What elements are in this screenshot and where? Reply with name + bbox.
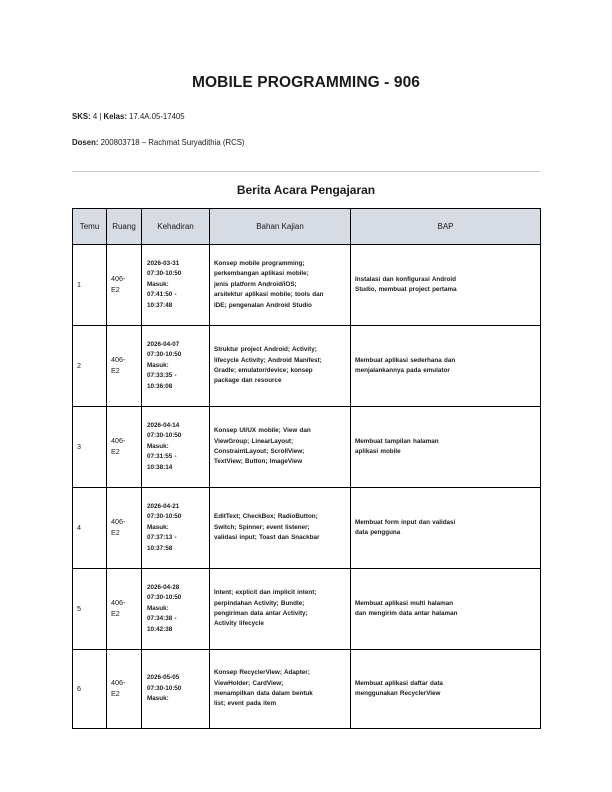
bap-cell bbox=[351, 488, 541, 569]
bahan-kajian-cell-line: IDE; pengenalan Android Studio bbox=[214, 301, 312, 309]
kehadiran-cell-line: 07:30-10:50 bbox=[147, 594, 182, 602]
kehadiran-cell-line: Masuk: bbox=[147, 695, 169, 703]
sks-value: 4 bbox=[92, 112, 98, 121]
table-body bbox=[73, 245, 541, 729]
header-temu: Temu bbox=[73, 209, 107, 245]
bahan-kajian-cell-line: Switch; Spinner; event listener; bbox=[214, 523, 310, 531]
ruang-cell-line: 406- bbox=[111, 678, 126, 688]
table-row bbox=[73, 569, 541, 650]
kehadiran-cell-line: Masuk: bbox=[147, 523, 169, 531]
kehadiran-cell-line: 07:34:38 - bbox=[147, 615, 177, 623]
bahan-kajian-cell-line: menampilkan data dalam bentuk bbox=[214, 690, 313, 697]
bahan-kajian-cell-line: ViewHolder; CardView; bbox=[214, 679, 284, 687]
kehadiran-cell-line: 07:41:50 - bbox=[147, 291, 177, 299]
header-ruang: Ruang bbox=[107, 209, 142, 245]
bahan-kajian-cell-line: Intent; explicit dan implicit intent; bbox=[214, 589, 317, 597]
divider bbox=[72, 171, 540, 172]
bahan-kajian-cell bbox=[210, 326, 351, 407]
page-title: MOBILE PROGRAMMING - 906 bbox=[191, 74, 421, 91]
bahan-kajian-cell-line: Konsep mobile programming; bbox=[214, 260, 305, 268]
ruang-cell-line: 406- bbox=[111, 436, 126, 446]
kehadiran-cell-line: 07:33:35 - bbox=[147, 372, 177, 380]
kehadiran-cell-line: 07:31:55 - bbox=[147, 453, 177, 461]
temu-cell bbox=[73, 569, 107, 650]
kehadiran-cell bbox=[142, 569, 210, 650]
ruang-cell bbox=[107, 326, 142, 407]
table-row bbox=[73, 407, 541, 488]
kehadiran-cell bbox=[142, 326, 210, 407]
kehadiran-cell-line: 2026-04-07 bbox=[147, 341, 180, 349]
bahan-kajian-cell-line: perkembangan aplikasi mobile; bbox=[214, 270, 309, 278]
temu-cell bbox=[73, 326, 107, 407]
bahan-kajian-cell-line: Activity lifecycle bbox=[214, 620, 264, 628]
bahan-kajian-cell-line: Gradle; emulator/device; konsep bbox=[214, 367, 313, 374]
bap-cell-line: Membuat form input dan validasi bbox=[355, 518, 456, 526]
kehadiran-cell-line: 10:42:38 bbox=[147, 625, 173, 633]
table-row bbox=[73, 245, 541, 326]
temu-cell bbox=[73, 245, 107, 326]
kehadiran-cell bbox=[142, 650, 210, 729]
header-bap: BAP bbox=[351, 209, 541, 245]
header-bahan-kajian: Bahan Kajian bbox=[210, 209, 351, 245]
kehadiran-cell-line: 07:30-10:50 bbox=[147, 513, 182, 521]
kehadiran-cell bbox=[142, 407, 210, 488]
bahan-kajian-cell-line: arsitektur aplikasi mobile; tools dan bbox=[214, 291, 324, 299]
ruang-cell-line: E2 bbox=[111, 285, 120, 294]
bahan-kajian-cell-line: ViewGroup; LinearLayout; bbox=[214, 437, 294, 445]
kelas-value: 17.4A.05-17405 bbox=[129, 112, 185, 121]
kehadiran-cell-line: Masuk: bbox=[147, 361, 169, 369]
bahan-kajian-cell-line: TextView; Button; ImageView bbox=[214, 458, 303, 466]
temu-cell-line: 5 bbox=[77, 604, 81, 614]
temu-cell-line: 3 bbox=[77, 442, 81, 452]
kehadiran-cell bbox=[142, 245, 210, 326]
bahan-kajian-cell-line: pengiriman data antar Activity; bbox=[214, 610, 308, 617]
table-header-row bbox=[73, 209, 541, 245]
bahan-kajian-cell-line: EditText; CheckBox; RadioButton; bbox=[214, 513, 318, 521]
table-row bbox=[73, 488, 541, 569]
kehadiran-cell-line: 2026-05-05 bbox=[147, 674, 180, 682]
ruang-cell bbox=[107, 650, 142, 729]
bahan-kajian-cell-line: jenis platform Android/iOS; bbox=[214, 280, 297, 288]
bap-cell bbox=[351, 569, 541, 650]
bahan-kajian-cell-line: Konsep RecyclerView; Adapter; bbox=[214, 669, 310, 677]
bap-cell-line: menggunakan RecyclerView bbox=[355, 690, 441, 697]
ruang-cell bbox=[107, 407, 142, 488]
kehadiran-cell-line: 2026-04-14 bbox=[147, 422, 180, 430]
temu-cell bbox=[73, 650, 107, 729]
bahan-kajian-cell bbox=[210, 569, 351, 650]
kelas-label: Kelas: bbox=[103, 112, 127, 121]
ruang-cell-line: E2 bbox=[111, 366, 120, 375]
bap-cell-line: aplikasi mobile bbox=[355, 448, 401, 455]
section-title: Berita Acara Pengajaran bbox=[236, 183, 376, 197]
bap-cell-line: Membuat tampilan halaman bbox=[355, 437, 439, 445]
temu-cell-line: 6 bbox=[77, 684, 81, 694]
dosen-value: 200803718 – Rachmat Suryadithia (RCS) bbox=[100, 138, 245, 147]
kehadiran-cell-line: 07:37:13 - bbox=[147, 534, 177, 542]
bahan-kajian-cell-line: perpindahan Activity; Bundle; bbox=[214, 599, 305, 607]
ruang-cell-line: E2 bbox=[111, 689, 120, 698]
bahan-kajian-cell bbox=[210, 488, 351, 569]
ruang-cell-line: 406- bbox=[111, 598, 126, 608]
bahan-kajian-cell-line: validasi input; Toast dan Snackbar bbox=[214, 534, 320, 542]
bahan-kajian-cell-line: list; event pada item bbox=[214, 700, 277, 708]
sks-label: SKS: bbox=[72, 112, 91, 121]
ruang-cell-line: 406- bbox=[111, 274, 126, 284]
kehadiran-cell-line: Masuk: bbox=[147, 604, 169, 612]
bap-cell bbox=[351, 326, 541, 407]
kehadiran-cell-line: Masuk: bbox=[147, 442, 169, 450]
bap-cell-line: Membuat aplikasi sederhana dan bbox=[355, 356, 456, 364]
bap-cell-line: Membuat aplikasi multi halaman bbox=[355, 599, 454, 607]
bap-cell-line: dan mengirim data antar halaman bbox=[355, 610, 458, 617]
header-kehadiran: Kehadiran bbox=[142, 209, 210, 245]
lecturer-meta bbox=[72, 138, 245, 147]
bahan-kajian-cell-line: Struktur project Android; Activity; bbox=[214, 346, 317, 354]
ruang-cell-line: E2 bbox=[111, 609, 120, 618]
bap-cell bbox=[351, 245, 541, 326]
bap-cell-line: Instalasi dan konfigurasi Android bbox=[355, 275, 456, 283]
ruang-cell-line: 406- bbox=[111, 355, 126, 365]
ruang-cell-line: E2 bbox=[111, 528, 120, 537]
table-row bbox=[73, 326, 541, 407]
temu-cell bbox=[73, 407, 107, 488]
bap-cell bbox=[351, 650, 541, 729]
kehadiran-cell-line: 2026-04-21 bbox=[147, 503, 180, 511]
kehadiran-cell-line: 07:30-10:50 bbox=[147, 432, 182, 440]
bahan-kajian-cell bbox=[210, 407, 351, 488]
bap-cell-line: menjalankannya pada emulator bbox=[355, 367, 450, 374]
kehadiran-cell-line: 2026-04-28 bbox=[147, 584, 180, 592]
kehadiran-cell-line: 10:37:48 bbox=[147, 301, 173, 309]
ruang-cell bbox=[107, 569, 142, 650]
bap-cell-line: data pengguna bbox=[355, 529, 401, 536]
kehadiran-cell-line: 07:30-10:50 bbox=[147, 270, 182, 278]
temu-cell bbox=[73, 488, 107, 569]
temu-cell-line: 2 bbox=[77, 361, 81, 371]
table-row bbox=[73, 650, 541, 729]
bahan-kajian-cell-line: package dan resource bbox=[214, 377, 282, 385]
bap-cell bbox=[351, 407, 541, 488]
kehadiran-cell-line: 07:30-10:50 bbox=[147, 351, 182, 359]
bap-cell-line: Studio, membuat project pertama bbox=[355, 286, 457, 293]
kehadiran-cell-line: Masuk: bbox=[147, 280, 169, 288]
bahan-kajian-cell-line: ConstraintLayout; ScrollView; bbox=[214, 448, 305, 455]
temu-cell-line: 4 bbox=[77, 523, 81, 533]
bahan-kajian-cell bbox=[210, 245, 351, 326]
bap-table bbox=[72, 208, 541, 729]
bahan-kajian-cell-line: lifecycle Activity; Android Manifest; bbox=[214, 356, 322, 364]
kehadiran-cell-line: 10:36:08 bbox=[147, 382, 173, 390]
bap-cell-line: Membuat aplikasi daftar data bbox=[355, 679, 443, 687]
ruang-cell bbox=[107, 245, 142, 326]
kehadiran-cell-line: 10:37:58 bbox=[147, 544, 173, 552]
bahan-kajian-cell bbox=[210, 650, 351, 729]
ruang-cell-line: E2 bbox=[111, 447, 120, 456]
kehadiran-cell bbox=[142, 488, 210, 569]
temu-cell-line: 1 bbox=[77, 280, 81, 290]
course-meta: SKS: 4 | Kelas: 17.4A.05-17405 bbox=[72, 112, 185, 121]
kehadiran-cell-line: 2026-03-31 bbox=[147, 260, 180, 268]
ruang-cell-line: 406- bbox=[111, 517, 126, 527]
kehadiran-cell-line: 07:30-10:50 bbox=[147, 684, 182, 692]
ruang-cell bbox=[107, 488, 142, 569]
kehadiran-cell-line: 10:38:14 bbox=[147, 463, 173, 471]
bahan-kajian-cell-line: Konsep UI/UX mobile; View dan bbox=[214, 427, 311, 435]
dosen-label: Dosen: bbox=[72, 138, 99, 147]
